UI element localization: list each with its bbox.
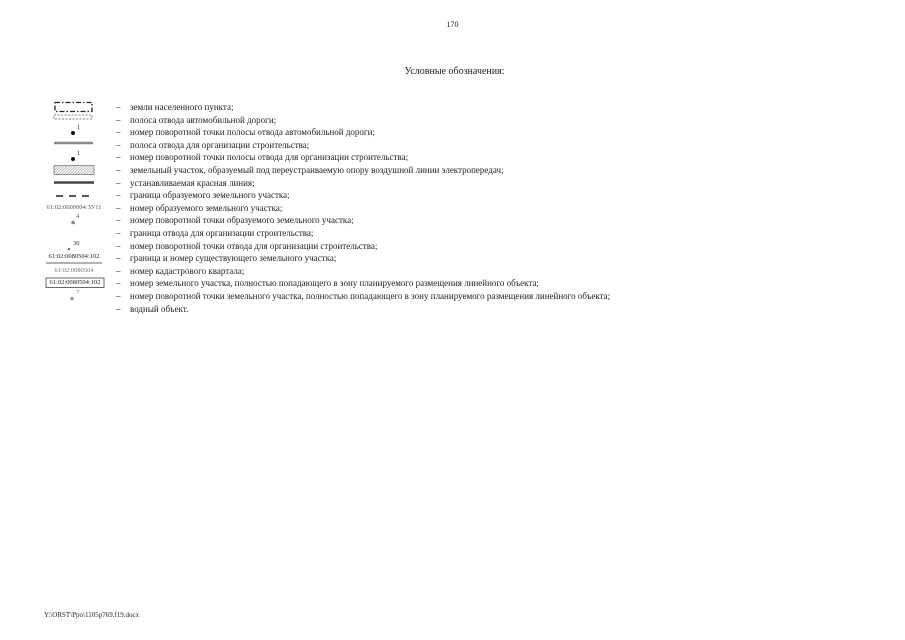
legend-text: номер поворотной точки полосы отвода для организации строительства; xyxy=(130,152,409,163)
existing-plot-symbol xyxy=(46,252,102,265)
new-plot-number-label: 61:02:0600004:ЗУ11 xyxy=(46,203,102,211)
construction-turn-point-symbol xyxy=(46,151,102,164)
legend-dash: – xyxy=(116,290,121,301)
new-plot-number-symbol xyxy=(46,202,102,215)
legend-dash: – xyxy=(116,227,121,238)
new-plot-boundary-symbol xyxy=(46,189,102,202)
existing-plot-label: 61:02:0080504:102 xyxy=(48,253,100,261)
plot-in-zone-label: 61:02:0080504:102 xyxy=(49,279,101,287)
legend-dash: – xyxy=(116,202,121,213)
legend-dash: – xyxy=(116,177,121,188)
legend-dash: – xyxy=(116,303,121,314)
legend-dash: – xyxy=(116,164,121,175)
construction-allotment-point-label: 30 xyxy=(73,239,80,247)
legend-text: водный объект. xyxy=(130,303,189,314)
legend-text: устанавливаемая красная линия; xyxy=(130,177,255,188)
legend-dash: – xyxy=(116,240,121,251)
construction-allotment-boundary-symbol xyxy=(46,227,102,240)
plot-in-zone-symbol xyxy=(46,277,102,290)
legend-text: номер поворотной точки полосы отвода автомобильной дороги; xyxy=(130,127,375,138)
legend-row xyxy=(46,177,766,190)
water-object-symbol xyxy=(46,303,102,316)
legend-row xyxy=(46,202,766,215)
legend-row xyxy=(46,240,766,253)
legend-text: полоса отвода автомобильной дороги; xyxy=(130,114,277,125)
legend-text: номер кадастрового квартала; xyxy=(130,265,245,276)
legend-row xyxy=(46,290,766,303)
legend-dash: – xyxy=(116,215,121,226)
legend-text: земельный участок, образуемый под переустраиваемую опору воздушной линии электропередач; xyxy=(130,164,504,175)
legend xyxy=(46,101,766,315)
construction-allotment-point-symbol xyxy=(46,240,102,253)
legend-row xyxy=(46,265,766,278)
legend-row xyxy=(46,139,766,152)
legend-row xyxy=(46,227,766,240)
legend-dash: – xyxy=(116,253,121,264)
road-turn-point-symbol xyxy=(46,126,102,139)
legend-text: номер поворотной точки образуемого земельного участка; xyxy=(130,215,354,226)
road-allotment-strip-symbol xyxy=(46,114,102,127)
legend-text: номер образуемого земельного участка; xyxy=(130,202,283,213)
legend-row xyxy=(46,164,766,177)
legend-text: граница и номер существующего земельного участка; xyxy=(130,253,337,264)
red-line-symbol xyxy=(46,177,102,190)
legend-row xyxy=(46,303,766,316)
legend-dash: – xyxy=(116,114,121,125)
legend-row xyxy=(46,189,766,202)
legend-row xyxy=(46,126,766,139)
cadastral-quarter-label: 61:02:0080504 xyxy=(54,266,94,274)
construction-strip-symbol xyxy=(46,139,102,152)
legend-row xyxy=(46,151,766,164)
legend-dash: – xyxy=(116,190,121,201)
plot-in-zone-point-label: 7 xyxy=(76,288,80,296)
legend-dash: – xyxy=(116,152,121,163)
legend-row xyxy=(46,277,766,290)
page-number: 170 xyxy=(446,20,459,29)
settlement-boundary-symbol xyxy=(46,101,102,114)
legend-dash: – xyxy=(116,265,121,276)
legend-row xyxy=(46,252,766,265)
plot-in-zone-point-symbol xyxy=(46,290,102,303)
legend-row xyxy=(46,101,766,114)
legend-text: номер поворотной точки земельного участка, полностью попадающего в зону планируемого размещения линейного объекта; xyxy=(130,290,611,301)
legend-text: номер поворотной точки отвода для организации строительства; xyxy=(130,240,378,251)
new-plot-turn-point-symbol xyxy=(46,214,102,227)
road-turn-point-label: 1 xyxy=(77,124,81,132)
legend-text: полоса отвода для организации строительства; xyxy=(130,139,310,150)
legend-text: земли населенного пункта; xyxy=(130,102,234,112)
legend-dash: – xyxy=(116,102,121,112)
legend-row xyxy=(46,114,766,127)
legend-dash: – xyxy=(116,139,121,150)
legend-text: номер земельного участка, полностью попадающего в зону планируемого размещения линейного объекта; xyxy=(130,278,539,289)
cadastral-quarter-symbol xyxy=(46,265,102,278)
new-plot-turn-point-label: 4 xyxy=(76,213,80,221)
legend-title: Условные обозначения: xyxy=(404,66,505,77)
legend-row xyxy=(46,214,766,227)
legend-text: граница отвода для организации строительства; xyxy=(130,227,314,238)
file-path-footer: Y:\ORST\Ppo\1105p769.f19.docx xyxy=(44,611,140,619)
power-line-support-plot-symbol xyxy=(46,164,102,177)
legend-dash: – xyxy=(116,127,121,138)
legend-text: граница образуемого земельного участка; xyxy=(130,190,290,201)
construction-turn-point-label: 1 xyxy=(77,150,81,158)
legend-dash: – xyxy=(116,278,121,289)
